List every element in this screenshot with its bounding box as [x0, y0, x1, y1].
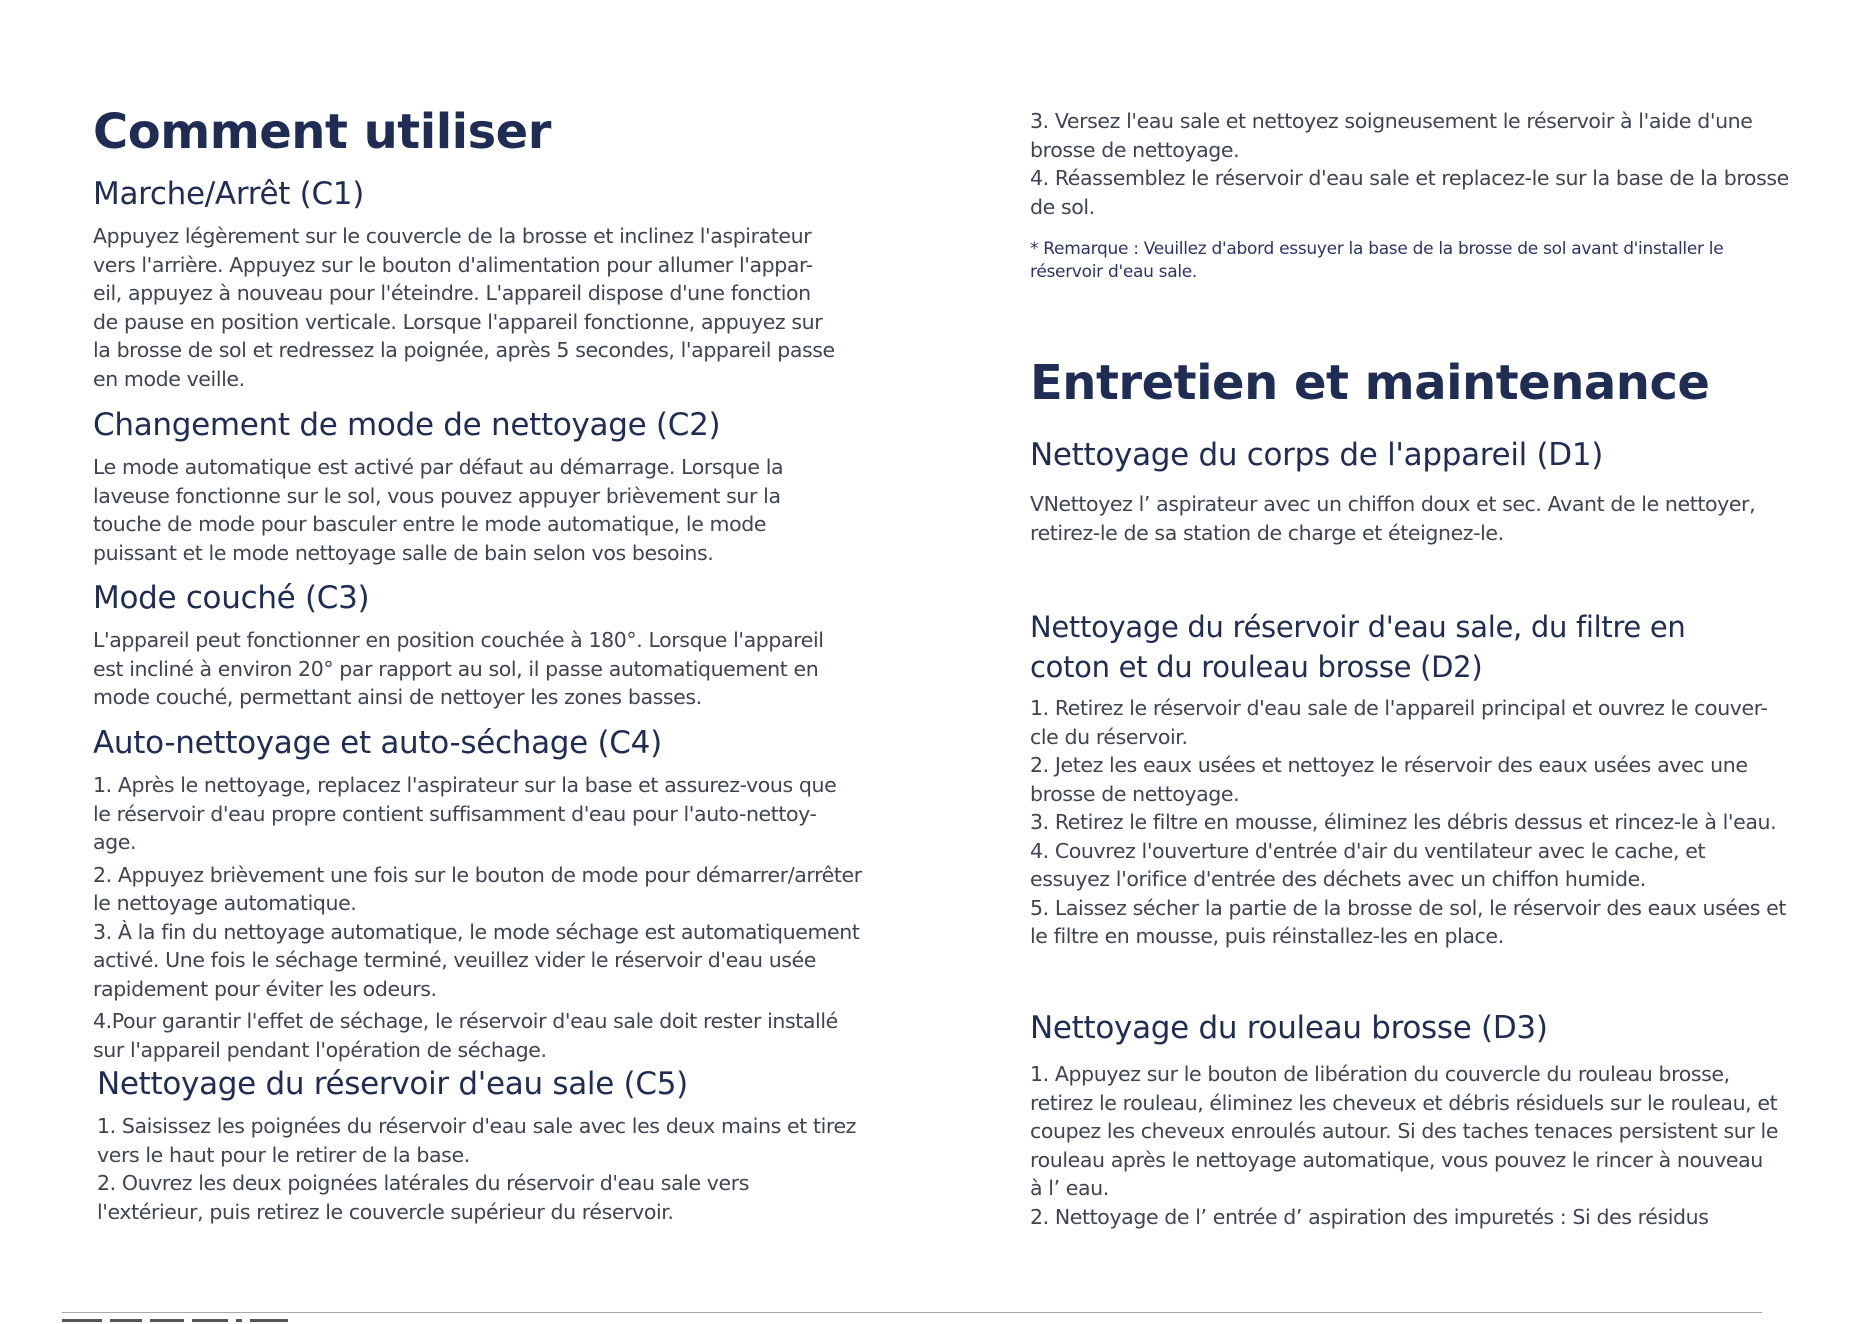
- heading-d2-line1: Nettoyage du réservoir d'eau sale, du filtre en: [1030, 610, 1686, 644]
- heading-c5: Nettoyage du réservoir d'eau sale (C5): [97, 1066, 688, 1102]
- text-line: coupez les cheveux enroulés autour. Si des taches tenaces persistent sur le: [1030, 1119, 1779, 1143]
- text-line: 4. Réassemblez le réservoir d'eau sale et replacez-le sur la base de la brosse: [1030, 166, 1789, 190]
- text-line: 2. Ouvrez les deux poignées latérales du réservoir d'eau sale vers: [97, 1171, 750, 1195]
- text-line: 1. Après le nettoyage, replacez l'aspirateur sur la base et assurez-vous que: [93, 773, 837, 797]
- heading-d1: Nettoyage du corps de l'appareil (D1): [1030, 437, 1604, 473]
- paragraph-c2: [93, 453, 863, 567]
- text-line: rapidement pour éviter les odeurs.: [93, 976, 437, 1001]
- section-title-comment-utiliser: Comment utiliser: [93, 104, 551, 160]
- remark-note: [1030, 238, 1795, 284]
- note-line: * Remarque : Veuillez d'abord essuyer la base de la brosse de sol avant d'installer le: [1030, 239, 1724, 259]
- text-line: Le mode automatique est activé par défaut au démarrage. Lorsque la: [93, 455, 784, 479]
- text-line: essuyez l'orifice d'entrée des déchets avec un chiffon humide.: [1030, 867, 1646, 891]
- text-line: 4.Pour garantir l'effet de séchage, le réservoir d'eau sale doit rester installé: [93, 1009, 838, 1033]
- text-line: cle du réservoir.: [1030, 724, 1188, 749]
- footer-clipped-text: [62, 1319, 462, 1324]
- text-line: le nettoyage automatique.: [93, 891, 357, 915]
- text-line: rouleau après le nettoyage automatique, vous pouvez le rincer à nouveau: [1030, 1147, 1763, 1172]
- text-line: VNettoyez l’ aspirateur avec un chiffon doux et sec. Avant de le nettoyer,: [1030, 492, 1756, 516]
- text-line: puissant et le mode nettoyage salle de bain selon vos besoins.: [93, 540, 714, 565]
- paragraph-c5-continued: [1030, 107, 1795, 221]
- text-line: brosse de nettoyage.: [1030, 137, 1240, 162]
- text-line: 3. À la fin du nettoyage automatique, le mode séchage est automatiquement: [93, 919, 860, 944]
- text-line: 2. Nettoyage de l’ entrée d’ aspiration des impuretés : Si des résidus: [1030, 1204, 1709, 1229]
- section-title-entretien: Entretien et maintenance: [1030, 355, 1710, 411]
- text-line: Appuyez légèrement sur le couvercle de la brosse et inclinez l'aspirateur: [93, 224, 812, 248]
- heading-c2: Changement de mode de nettoyage (C2): [93, 407, 721, 443]
- text-line: sur l'appareil pendant l'opération de séchage.: [93, 1037, 547, 1062]
- text-line: activé. Une fois le séchage terminé, veuillez vider le réservoir d'eau usée: [93, 948, 817, 972]
- text-line: l'extérieur, puis retirez le couvercle supérieur du réservoir.: [97, 1199, 674, 1224]
- text-line: vers le haut pour le retirer de la base.: [97, 1142, 470, 1167]
- paragraph-d3: [1030, 1060, 1795, 1231]
- text-line: 1. Saisissez les poignées du réservoir d'eau sale avec les deux mains et tirez: [97, 1114, 857, 1138]
- paragraph-c1: [93, 222, 863, 393]
- paragraph-d2: [1030, 694, 1795, 951]
- footer-divider: [62, 1312, 1762, 1313]
- text-line: de sol.: [1030, 194, 1095, 219]
- text-line: 4. Couvrez l'ouverture d'entrée d'air du ventilateur avec le cache, et: [1030, 838, 1706, 863]
- text-line: en mode veille.: [93, 366, 245, 391]
- heading-c3: Mode couché (C3): [93, 580, 370, 616]
- paragraph-c4: [93, 771, 893, 1064]
- text-line: mode couché, permettant ainsi de nettoyer les zones basses.: [93, 685, 702, 709]
- text-line: de pause en position verticale. Lorsque l'appareil fonctionne, appuyez sur: [93, 309, 823, 334]
- paragraph-c5: [97, 1112, 877, 1226]
- paragraph-c3: [93, 626, 863, 712]
- text-line: 3. Versez l'eau sale et nettoyez soigneusement le réservoir à l'aide d'une: [1030, 109, 1753, 133]
- text-line: à l’ eau.: [1030, 1176, 1109, 1200]
- heading-c1: Marche/Arrêt (C1): [93, 176, 365, 212]
- text-line: le filtre en mousse, puis réinstallez-les en place.: [1030, 924, 1504, 948]
- text-line: vers l'arrière. Appuyez sur le bouton d'alimentation pour allumer l'appar-: [93, 252, 813, 277]
- heading-c4: Auto-nettoyage et auto-séchage (C4): [93, 725, 662, 761]
- text-line: est incliné à environ 20° par rapport au sol, il passe automatiquement en: [93, 656, 819, 681]
- text-line: touche de mode pour basculer entre le mode automatique, le mode: [93, 512, 767, 536]
- text-line: 2. Appuyez brièvement une fois sur le bouton de mode pour démarrer/arrêter: [93, 862, 862, 887]
- text-line: retirez le rouleau, éliminez les cheveux et débris résiduels sur le rouleau, et: [1030, 1090, 1778, 1115]
- text-line: 2. Jetez les eaux usées et nettoyez le réservoir des eaux usées avec une: [1030, 753, 1748, 777]
- heading-d3: Nettoyage du rouleau brosse (D3): [1030, 1010, 1548, 1046]
- text-line: L'appareil peut fonctionner en position couchée à 180°. Lorsque l'appareil: [93, 628, 824, 652]
- text-line: age.: [93, 830, 137, 854]
- text-line: brosse de nettoyage.: [1030, 781, 1240, 806]
- text-line: retirez-le de sa station de charge et éteignez-le.: [1030, 520, 1504, 545]
- text-line: le réservoir d'eau propre contient suffisamment d'eau pour l'auto-nettoy-: [93, 801, 817, 826]
- text-line: laveuse fonctionne sur le sol, vous pouvez appuyer brièvement sur la: [93, 483, 781, 508]
- heading-d2-line2: coton et du rouleau brosse (D2): [1030, 650, 1483, 684]
- text-line: 3. Retirez le filtre en mousse, éliminez les débris dessus et rincez-le à l'eau.: [1030, 810, 1777, 834]
- text-line: 1. Appuyez sur le bouton de libération du couvercle du rouleau brosse,: [1030, 1062, 1730, 1086]
- text-line: 1. Retirez le réservoir d'eau sale de l'appareil principal et ouvrez le couver-: [1030, 696, 1768, 720]
- note-line: réservoir d'eau sale.: [1030, 262, 1198, 282]
- paragraph-d1: [1030, 490, 1795, 547]
- text-line: la brosse de sol et redressez la poignée, après 5 secondes, l'appareil passe: [93, 338, 835, 362]
- text-line: eil, appuyez à nouveau pour l'éteindre. L'appareil dispose d'une fonction: [93, 281, 811, 305]
- text-line: 5. Laissez sécher la partie de la brosse de sol, le réservoir des eaux usées et: [1030, 895, 1787, 920]
